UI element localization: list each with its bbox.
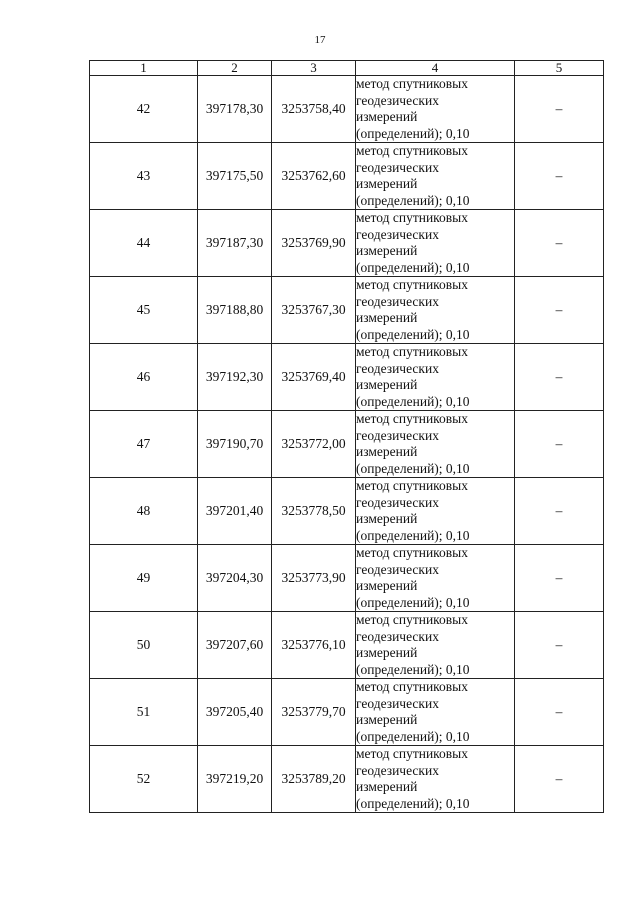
- x-coordinate-cell: 397187,30: [198, 210, 272, 277]
- method-line: геодезических: [356, 561, 439, 577]
- point-number-cell: 47: [90, 411, 198, 478]
- table-row: [90, 143, 604, 210]
- method-line: геодезических: [356, 695, 439, 711]
- point-number-cell: 42: [90, 76, 198, 143]
- point-number-cell: 51: [90, 679, 198, 746]
- method-line: геодезических: [356, 159, 439, 175]
- table-row: [90, 478, 604, 545]
- method-line: измерений: [356, 511, 418, 526]
- method-cell: [356, 76, 515, 143]
- method-cell: [356, 210, 515, 277]
- note-cell: –: [515, 612, 604, 679]
- method-line: метод спутниковых: [356, 76, 468, 91]
- y-coordinate-cell: 3253778,50: [272, 478, 356, 545]
- x-coordinate-cell: 397204,30: [198, 545, 272, 612]
- method-line: (определений); 0,10: [356, 192, 470, 208]
- y-coordinate-cell: 3253772,00: [272, 411, 356, 478]
- header-cell-4: 4: [356, 61, 515, 76]
- note-cell: –: [515, 344, 604, 411]
- method-line: геодезических: [356, 427, 439, 443]
- note-cell: –: [515, 478, 604, 545]
- method-line: метод спутниковых: [356, 143, 468, 158]
- x-coordinate-cell: 397188,80: [198, 277, 272, 344]
- method-line: измерений: [356, 712, 418, 727]
- method-line: (определений); 0,10: [356, 326, 470, 342]
- point-number-cell: 49: [90, 545, 198, 612]
- point-number-cell: 50: [90, 612, 198, 679]
- method-line: метод спутниковых: [356, 545, 468, 560]
- method-line: (определений); 0,10: [356, 259, 470, 275]
- point-number-cell: 46: [90, 344, 198, 411]
- x-coordinate-cell: 397207,60: [198, 612, 272, 679]
- method-cell: [356, 277, 515, 344]
- x-coordinate-cell: 397178,30: [198, 76, 272, 143]
- method-line: (определений); 0,10: [356, 125, 470, 141]
- table-row: [90, 612, 604, 679]
- method-line: метод спутниковых: [356, 478, 468, 493]
- point-number-cell: 44: [90, 210, 198, 277]
- page-number: 17: [314, 34, 326, 46]
- method-line: метод спутниковых: [356, 277, 468, 292]
- method-line: (определений); 0,10: [356, 661, 470, 677]
- x-coordinate-cell: 397205,40: [198, 679, 272, 746]
- x-coordinate-cell: 397201,40: [198, 478, 272, 545]
- method-line: (определений); 0,10: [356, 527, 470, 543]
- method-line: (определений); 0,10: [356, 594, 470, 610]
- method-line: (определений); 0,10: [356, 460, 470, 476]
- method-line: измерений: [356, 779, 418, 794]
- method-line: геодезических: [356, 360, 439, 376]
- note-cell: –: [515, 679, 604, 746]
- coordinates-table: [89, 60, 604, 813]
- method-cell: [356, 679, 515, 746]
- method-line: геодезических: [356, 628, 439, 644]
- y-coordinate-cell: 3253779,70: [272, 679, 356, 746]
- method-line: метод спутниковых: [356, 344, 468, 359]
- point-number-cell: 45: [90, 277, 198, 344]
- table-row: [90, 76, 604, 143]
- x-coordinate-cell: 397219,20: [198, 746, 272, 813]
- method-line: измерений: [356, 645, 418, 660]
- method-cell: [356, 612, 515, 679]
- method-line: (определений); 0,10: [356, 795, 470, 811]
- header-cell-5: 5: [515, 61, 604, 76]
- y-coordinate-cell: 3253769,40: [272, 344, 356, 411]
- method-line: измерений: [356, 243, 418, 258]
- method-line: метод спутниковых: [356, 612, 468, 627]
- y-coordinate-cell: 3253776,10: [272, 612, 356, 679]
- method-line: геодезических: [356, 293, 439, 309]
- y-coordinate-cell: 3253758,40: [272, 76, 356, 143]
- method-cell: [356, 746, 515, 813]
- note-cell: –: [515, 143, 604, 210]
- header-row: [90, 61, 604, 76]
- y-coordinate-cell: 3253769,90: [272, 210, 356, 277]
- method-cell: [356, 143, 515, 210]
- method-line: метод спутниковых: [356, 679, 468, 694]
- x-coordinate-cell: 397192,30: [198, 344, 272, 411]
- header-cell-2: 2: [198, 61, 272, 76]
- method-line: геодезических: [356, 494, 439, 510]
- method-line: метод спутниковых: [356, 411, 468, 426]
- point-number-cell: 48: [90, 478, 198, 545]
- method-line: (определений); 0,10: [356, 728, 470, 744]
- method-cell: [356, 545, 515, 612]
- y-coordinate-cell: 3253767,30: [272, 277, 356, 344]
- x-coordinate-cell: 397175,50: [198, 143, 272, 210]
- method-line: метод спутниковых: [356, 210, 468, 225]
- method-line: метод спутниковых: [356, 746, 468, 761]
- method-line: измерений: [356, 377, 418, 392]
- table-row: [90, 746, 604, 813]
- note-cell: –: [515, 411, 604, 478]
- note-cell: –: [515, 746, 604, 813]
- header-cell-1: 1: [90, 61, 198, 76]
- table-body: [90, 76, 604, 813]
- table-row: [90, 210, 604, 277]
- method-line: измерений: [356, 444, 418, 459]
- y-coordinate-cell: 3253762,60: [272, 143, 356, 210]
- note-cell: –: [515, 76, 604, 143]
- method-line: измерений: [356, 578, 418, 593]
- table-row: [90, 545, 604, 612]
- method-line: (определений); 0,10: [356, 393, 470, 409]
- table-row: [90, 411, 604, 478]
- note-cell: –: [515, 545, 604, 612]
- header-cell-3: 3: [272, 61, 356, 76]
- method-cell: [356, 478, 515, 545]
- table-row: [90, 344, 604, 411]
- method-line: измерений: [356, 310, 418, 325]
- method-line: измерений: [356, 176, 418, 191]
- table-row: [90, 679, 604, 746]
- x-coordinate-cell: 397190,70: [198, 411, 272, 478]
- y-coordinate-cell: 3253789,20: [272, 746, 356, 813]
- note-cell: –: [515, 277, 604, 344]
- point-number-cell: 52: [90, 746, 198, 813]
- point-number-cell: 43: [90, 143, 198, 210]
- y-coordinate-cell: 3253773,90: [272, 545, 356, 612]
- method-line: измерений: [356, 109, 418, 124]
- table-row: [90, 277, 604, 344]
- note-cell: –: [515, 210, 604, 277]
- method-cell: [356, 411, 515, 478]
- table-header: [90, 61, 604, 76]
- method-line: геодезических: [356, 226, 439, 242]
- method-cell: [356, 344, 515, 411]
- method-line: геодезических: [356, 762, 439, 778]
- method-line: геодезических: [356, 92, 439, 108]
